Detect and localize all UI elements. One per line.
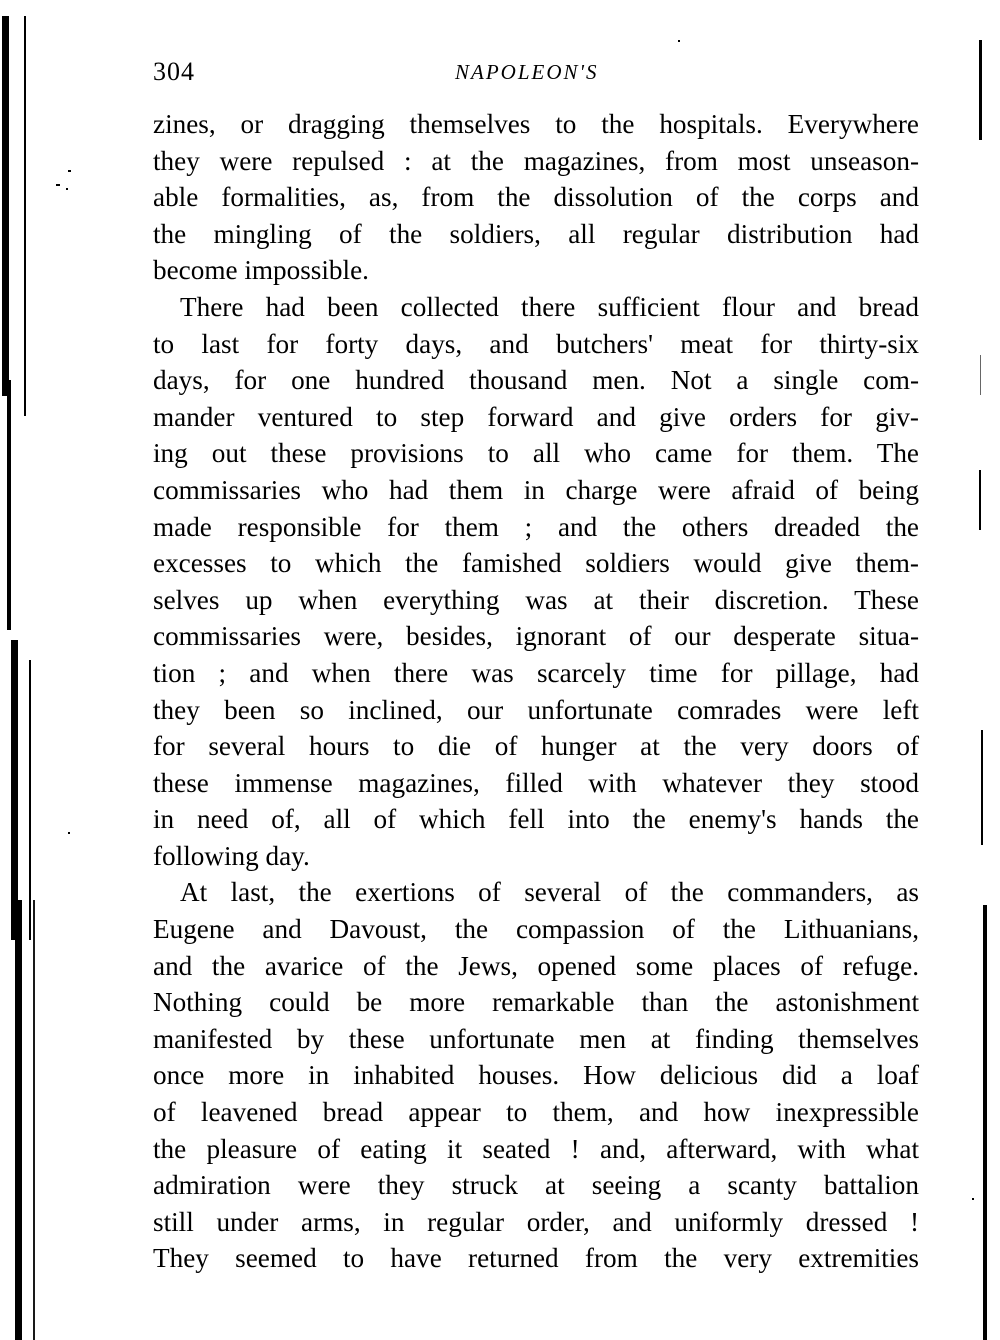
text-line: and the avarice of the Jews, opened some places of refuge. — [153, 950, 919, 981]
text-line: days, for one hundred thousand men. Not a single com- — [153, 365, 919, 396]
scan-edge-right — [981, 730, 983, 845]
text-line: mander ventured to step forward and give orders for giv- — [153, 401, 919, 432]
text-line: tion ; and when there was scarcely time for pillage, had — [153, 657, 919, 688]
text-line: to last for forty days, and butchers' meat for thirty-six — [153, 328, 919, 359]
text-line: these immense magazines, filled with whatever they stood — [153, 767, 919, 798]
scan-speck — [66, 188, 68, 190]
text-line: of leavened bread appear to them, and how inexpressible — [153, 1097, 919, 1128]
text-line: the pleasure of eating it seated ! and, afterward, with what — [153, 1133, 919, 1164]
scan-edge-right — [980, 355, 981, 395]
scan-speck — [972, 1198, 974, 1200]
text-line: excesses to which the famished soldiers would give them- — [153, 548, 919, 579]
scan-edge-left-line — [29, 660, 31, 940]
text-line: commissaries were, besides, ignorant of our desperate situa- — [153, 621, 919, 652]
text-line: selves up when everything was at their discretion. These — [153, 584, 919, 615]
text-line: become impossible. — [153, 255, 369, 286]
text-line: they been so inclined, our unfortunate comrades were left — [153, 694, 919, 725]
text-line: following day. — [153, 840, 310, 871]
scan-speck — [68, 170, 71, 172]
scan-speck — [68, 832, 70, 834]
scan-speck — [678, 40, 680, 42]
text-line: Eugene and Davoust, the compassion of the Lithuanians, — [153, 914, 919, 945]
scan-edge-left — [2, 16, 9, 396]
text-line: zines, or dragging themselves to the hospitals. Everywhere — [153, 109, 919, 139]
text-line: still under arms, in regular order, and uniformly dressed ! — [153, 1206, 919, 1237]
text-line: the mingling of the soldiers, all regular distribution had — [153, 218, 919, 249]
text-line: in need of, all of which fell into the enemy's hands the — [153, 804, 919, 835]
scan-edge-left-line — [24, 16, 26, 416]
text-line: admiration were they struck at seeing a scanty battalion — [153, 1170, 919, 1201]
text-line: they were repulsed : at the magazines, from most unseason- — [153, 145, 919, 176]
text-line: commissaries who had them in charge were afraid of being — [153, 474, 919, 505]
paragraph — [153, 874, 919, 1277]
text-line: There had been collected there sufficient flour and bread — [180, 291, 919, 322]
scan-speck — [56, 184, 60, 186]
body-text — [153, 106, 919, 1277]
scan-edge-left — [7, 380, 11, 630]
text-line: once more in inhabited houses. How delicious did a loaf — [153, 1060, 919, 1091]
text-line: made responsible for them ; and the others dreaded the — [153, 511, 919, 542]
running-title: NAPOLEON'S — [455, 60, 599, 84]
scan-edge-left — [15, 900, 22, 1340]
paragraph — [153, 289, 919, 875]
paragraph — [153, 106, 919, 289]
text-line: able formalities, as, from the dissolution of the corps and — [153, 182, 919, 213]
text-line: manifested by these unfortunate men at finding themselves — [153, 1023, 919, 1054]
text-line: At last, the exertions of several of the commanders, as — [180, 877, 919, 908]
scan-edge-left — [11, 640, 18, 940]
text-line: Nothing could be more remarkable than the astonishment — [153, 987, 919, 1018]
running-head — [153, 52, 919, 92]
text-line: They seemed to have returned from the very extremities — [153, 1243, 919, 1274]
scan-edge-right — [979, 470, 981, 530]
text-line: ing out these provisions to all who came for them. The — [153, 438, 919, 469]
scan-edge-left-line — [33, 900, 35, 1340]
page-number: 304 — [153, 57, 195, 86]
text-line: for several hours to die of hunger at the very doors of — [153, 731, 919, 762]
scan-edge-right — [983, 905, 987, 1340]
book-page — [153, 52, 919, 1277]
scan-edge-right — [979, 40, 982, 140]
